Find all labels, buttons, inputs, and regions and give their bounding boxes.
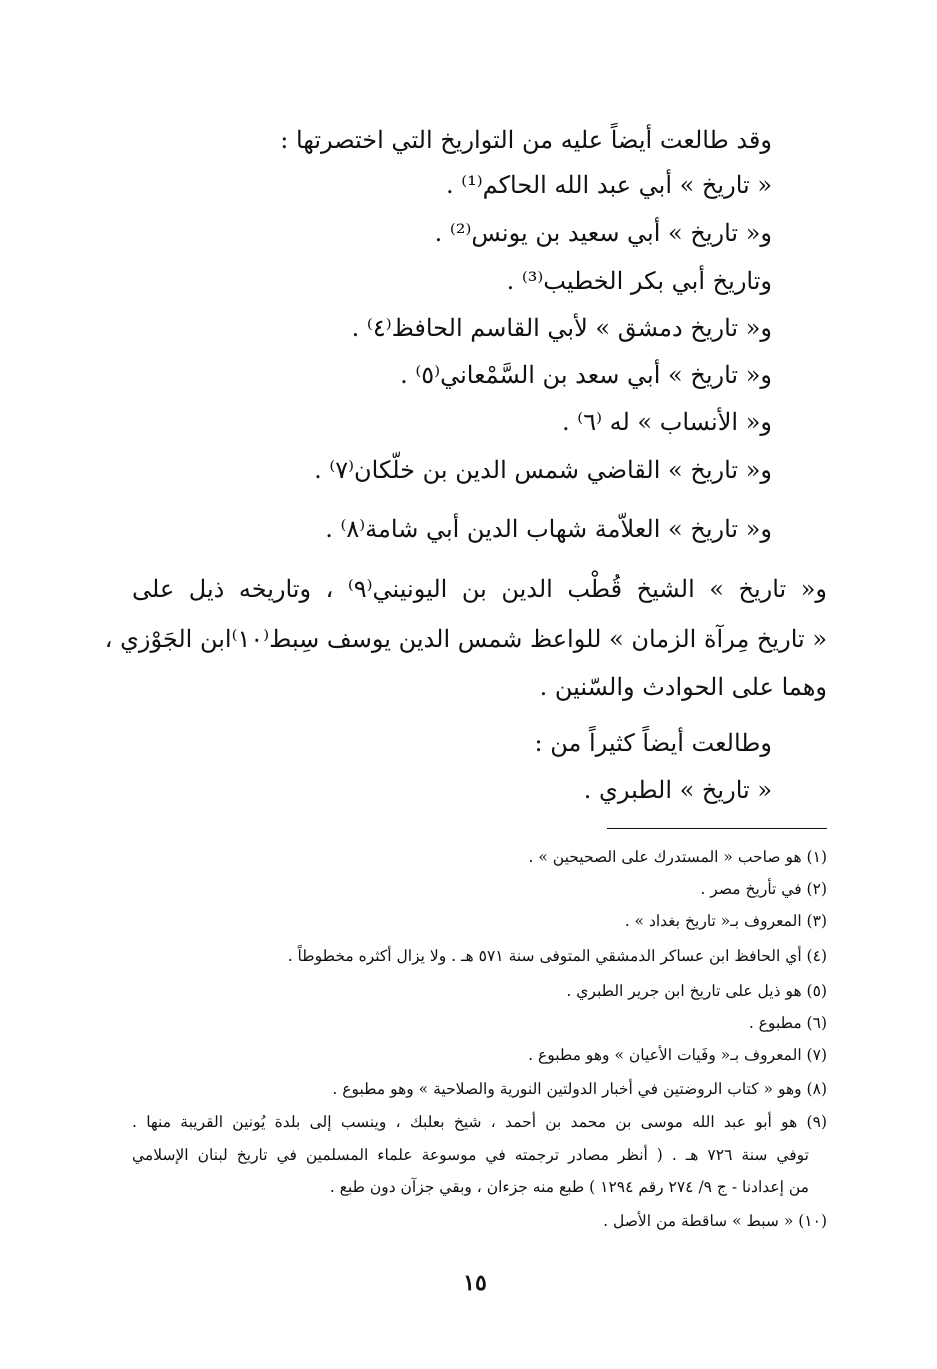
text-line: و« الأنساب » له ⁽٦⁾ . [562, 408, 772, 436]
text-line: و« تاريخ » الشيخ قُطْب الدين بن اليونيني⁽٩⁾ ، وتاريخه ذيل على [132, 575, 827, 603]
footnote-line: (١٠) « سبط » ساقطة من الأصل . [603, 1212, 827, 1230]
text-line: و« تاريخ » العلاّمة شهاب الدين أبي شامة⁽٨⁾ . [325, 515, 772, 543]
footnote-line: (٨) وهو « كتاب الروضتين في أخبار الدولتين النورية والصلاحية » وهو مطبوع . [332, 1080, 827, 1098]
text-line: وطالعت أيضاً كثيراً من : [534, 729, 772, 757]
footnote-line: (٢) في تأريخ مصر . [700, 880, 827, 898]
footnote-line: (٧) المعروف بـ« وفَيات الأعيان » وهو مطبوع . [528, 1046, 827, 1064]
footnote-divider [607, 828, 827, 829]
footnote-line: (٦) مطبوع . [748, 1014, 827, 1032]
text-line: « تاريخ مِرآة الزمان » للواعظ شمس الدين يوسف سِبط⁽١٠⁾ابن الجَوْزي ، [104, 625, 827, 653]
text-line: و« تاريخ دمشق » لأبي القاسم الحافظ⁽٤⁾ . [351, 314, 772, 342]
text-line: « تاريخ » الطبري . [583, 776, 772, 804]
footnote-line: (٩) هو أبو عبد الله موسى بن محمد بن أحمد ، شيخ بعلبك ، وينسب إلى بلدة يُونين القريبة منها . [132, 1113, 827, 1131]
text-line: و« تاريخ » القاضي شمس الدين بن خلّكان⁽٧⁾ . [314, 456, 772, 484]
footnote-line: (١) هو صاحب « المستدرك على الصحيحين » . [528, 848, 827, 866]
footnote-line: توفي سنة ٧٢٦ هـ . ( أنظر مصادر ترجمته في موسوعة علماء المسلمين في تاريخ لبنان الإسلامي [132, 1146, 809, 1164]
text-line: وهما على الحوادث والسّنين . [539, 673, 827, 701]
text-line: وقد طالعت أيضاً عليه من التواريخ التي اختصرتها : [280, 126, 772, 154]
footnote-line: (٣) المعروف بـ« تاريخ بغداد » . [624, 912, 827, 930]
footnote-line: (٥) هو ذيل على تاريخ ابن جرير الطبري . [566, 982, 827, 1000]
text-line: « تاريخ » أبي عبد الله الحاكم⁽¹⁾ . [445, 171, 772, 199]
text-line: وتاريخ أبي بكر الخطيب⁽³⁾ . [506, 267, 772, 295]
text-line: و« تاريخ » أبي سعيد بن يونس⁽²⁾ . [434, 219, 772, 247]
text-line: و« تاريخ » أبي سعد بن السَّمْعاني⁽٥⁾ . [400, 361, 772, 389]
page-number: ١٥ [463, 1270, 487, 1296]
footnote-line: من إعدادنا - ج ٩/ ٢٧٤ رقم ١٢٩٤ ) طبع منه جزءان ، وبقي جزآن دون طبع . [329, 1178, 809, 1196]
footnote-line: (٤) أي الحافظ ابن عساكر الدمشقي المتوفى سنة ٥٧١ هـ . ولا يزال أكثره مخطوطاً . [287, 947, 827, 965]
